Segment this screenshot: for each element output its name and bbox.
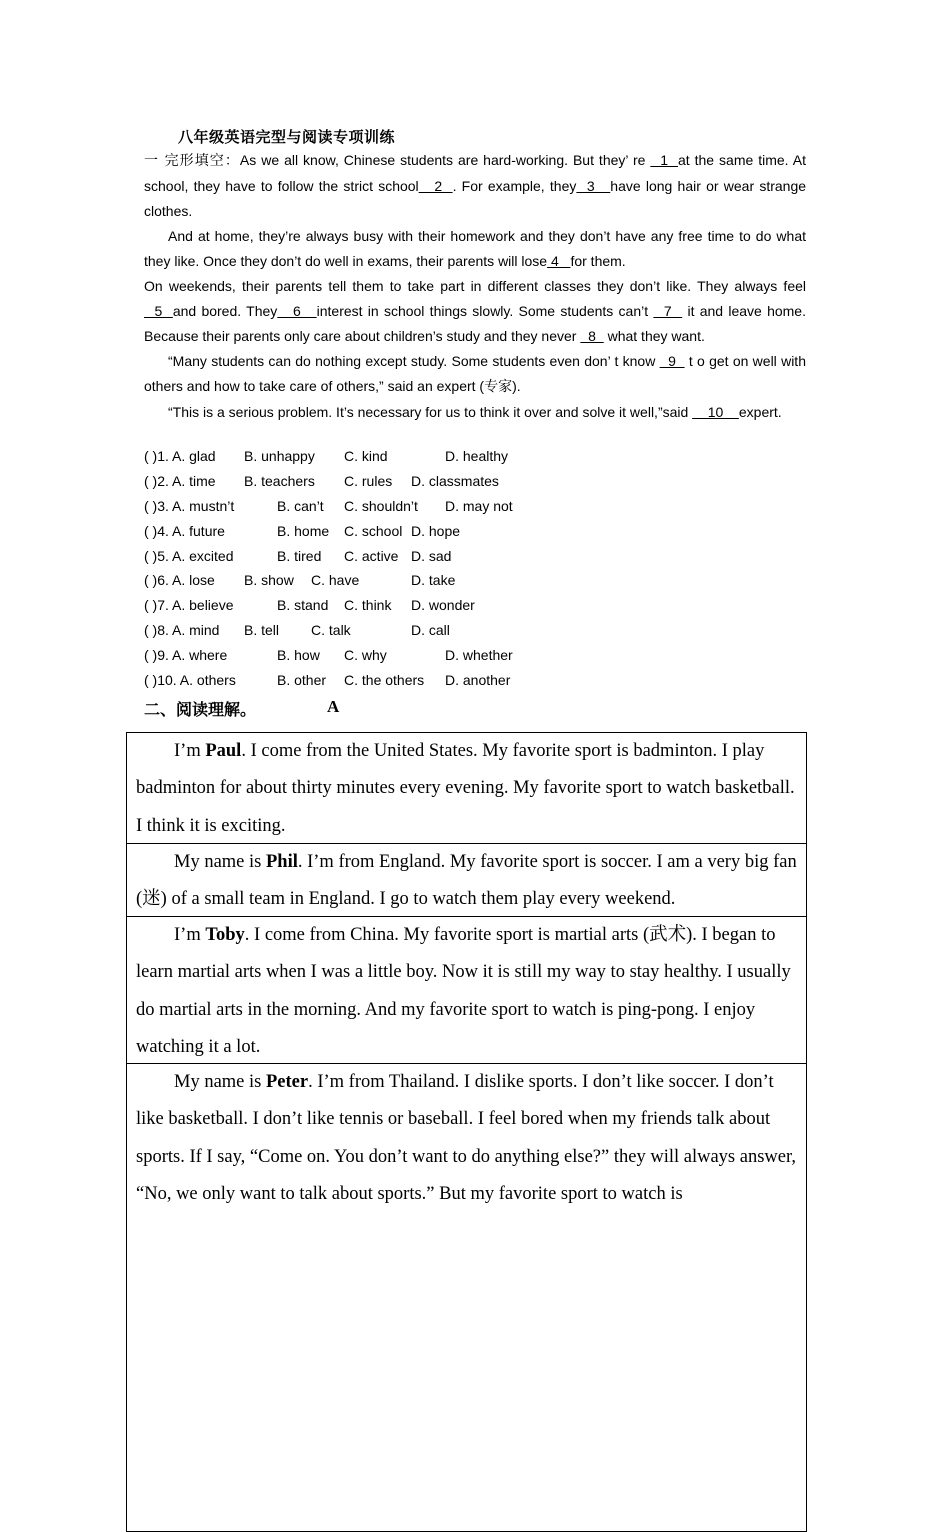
cell-text: . I’m from England. My favorite sport is soccer. I am a very big fan (迷) of a small team in England. I go to watch them play every weekend. xyxy=(136,852,797,910)
option-a: ( )1. A. glad xyxy=(144,448,216,464)
option-d: D. may not xyxy=(445,497,513,514)
option-c: C. the others xyxy=(344,672,425,689)
option-b: B. can’t xyxy=(277,497,324,514)
option-d: D. call xyxy=(411,622,450,639)
option-b: B. how xyxy=(277,647,320,664)
option-d: D. take xyxy=(411,572,456,589)
cell-text: . I’m from Thailand. I dislike sports. I don’t like soccer. I don’t like basketball. I don’t like tennis or baseball. I feel bored when my friends talk about sports. If I say, “Come on. You don’t want to do anything else?” they will always answer, “No, we only want to talk about sports.” But my favorite sport to watch is xyxy=(136,1072,797,1204)
cloze-text: re xyxy=(627,152,651,168)
option-d: D. healthy xyxy=(445,448,509,464)
cloze-text: t o get on well with others and how to take care of others, xyxy=(144,353,806,394)
option-a: ( )10. A. others xyxy=(144,672,236,689)
option-c: C. why xyxy=(344,647,387,664)
option-a: ( )9. A. where xyxy=(144,647,228,664)
option-a: ( )5. A. excited xyxy=(144,547,234,564)
cloze-text: On weekends, their parents tell them to take part in different classes they don’t like. They always feel xyxy=(144,278,806,294)
cloze-text: ” xyxy=(379,378,384,394)
section-letter: A xyxy=(327,697,340,716)
option-c: C. rules xyxy=(344,472,393,489)
option-b: B. unhappy xyxy=(244,448,315,464)
reading-cell-phil xyxy=(127,844,806,917)
option-c: C. school xyxy=(344,522,403,539)
option-b: B. other xyxy=(277,672,327,689)
person-name: Phil xyxy=(265,852,298,872)
blank-8: 8 xyxy=(580,328,604,344)
cloze-passage xyxy=(144,148,806,425)
option-a: ( )2. A. time xyxy=(144,472,216,489)
reading-cell-paul xyxy=(127,733,806,844)
blank-3: 3 xyxy=(576,178,611,194)
cloze-text: and bored. They xyxy=(172,303,278,319)
cloze-text: ’ xyxy=(607,353,611,369)
cloze-text: what they want. xyxy=(603,328,705,344)
option-a: ( )8. A. mind xyxy=(144,622,220,639)
option-b: B. tired xyxy=(277,547,322,564)
cell-text: I’m xyxy=(174,741,206,761)
option-d: D. whether xyxy=(445,647,513,664)
blank-10: 10 xyxy=(692,404,739,420)
cell-text: I’m xyxy=(174,925,206,945)
option-a: ( )6. A. lose xyxy=(144,572,215,589)
option-d: D. sad xyxy=(411,547,452,564)
blank-2: 2 xyxy=(418,178,453,194)
reading-section-heading xyxy=(144,697,340,720)
person-name: Peter xyxy=(265,1072,309,1092)
cloze-text: t know xyxy=(610,353,660,369)
person-name: Toby xyxy=(205,925,245,945)
option-b: B. tell xyxy=(244,622,280,639)
option-b: B. stand xyxy=(277,597,329,614)
reading-cell-peter xyxy=(127,1064,806,1531)
reading-cell-toby xyxy=(127,917,806,1064)
cloze-text: As we all know, Chinese students are hard-working. But they xyxy=(239,152,626,168)
cloze-paragraph-4 xyxy=(144,349,806,400)
cloze-text: And at home, they’re always busy with their homework and they don’t have any free time to do what they like. Once they don’t do well in exams, their parents will lose xyxy=(144,228,806,269)
cloze-text: for them. xyxy=(570,253,626,269)
option-a: ( )3. A. mustn’t xyxy=(144,497,235,514)
option-c: C. have xyxy=(311,572,360,589)
blank-5: 5 xyxy=(144,303,173,319)
cloze-text: said an expert ( xyxy=(383,378,485,394)
option-a: ( )7. A. believe xyxy=(144,597,234,614)
section-label: 二、阅读理解。 xyxy=(144,700,257,719)
cloze-paragraph-1 xyxy=(144,148,806,224)
cloze-text: interest in school things slowly. Some students can’t xyxy=(316,303,654,319)
cell-text: My name is xyxy=(174,1072,266,1092)
cloze-label: 一 完形填空： xyxy=(144,153,240,169)
option-b: B. show xyxy=(244,572,294,589)
person-name: Paul xyxy=(205,741,242,761)
option-c: C. talk xyxy=(311,622,351,639)
cell-text: . I come from the United States. My favorite sport is badminton. I play badminton for about thirty minutes every evening. My favorite sport to watch basketball. I think it is exciting. xyxy=(136,741,795,836)
cell-text: My name is xyxy=(174,852,266,872)
option-d: D. wonder xyxy=(411,597,475,614)
cloze-text: “ xyxy=(168,353,173,369)
cell-text: . I come from China. My favorite sport is martial arts (武术). I began to learn martial arts when I was a little boy. Now it is still my way to stay healthy. I usually do martial arts in the morning. And my favorite sport to watch is ping-pong. I enjoy watching it a lot. xyxy=(136,925,791,1057)
option-c: C. active xyxy=(344,547,399,564)
blank-4: 4 xyxy=(547,253,571,269)
cloze-paragraph-5 xyxy=(144,400,806,425)
cloze-text: expert. xyxy=(738,404,782,420)
cloze-paragraph-3 xyxy=(144,274,806,349)
cloze-text: it and leave home. Because their parents only care about children’s study and they never xyxy=(144,303,806,344)
worksheet-title: 八年级英语完型与阅读专项训练 xyxy=(178,128,396,146)
blank-7: 7 xyxy=(653,303,683,319)
blank-1: 1 xyxy=(650,152,678,168)
cloze-paragraph-2 xyxy=(144,224,806,274)
reading-table xyxy=(126,732,807,1532)
cloze-text: . For example, they xyxy=(452,178,577,194)
option-d: D. hope xyxy=(411,522,461,539)
option-b: B. teachers xyxy=(244,472,315,489)
option-a: ( )4. A. future xyxy=(144,522,225,539)
option-c: C. think xyxy=(344,597,392,614)
cloze-text: ). xyxy=(512,378,521,394)
cloze-text: 专家 xyxy=(484,379,513,395)
option-d: D. classmates xyxy=(411,472,499,489)
blank-6: 6 xyxy=(277,303,317,319)
cloze-text: at the same time. At school, they have to follow the strict school xyxy=(144,152,806,194)
blank-9: 9 xyxy=(659,353,685,369)
cloze-text: Many students can do nothing except study. Some students even don xyxy=(172,353,608,369)
option-c: C. shouldn’t xyxy=(344,497,418,514)
option-d: D. another xyxy=(445,672,511,689)
cloze-text: have long hair or wear strange clothes. xyxy=(144,178,807,219)
cloze-text: “This is a serious problem. It’s necessary for us to think it over and solve it well,”said xyxy=(168,404,693,420)
option-c: C. kind xyxy=(344,448,388,464)
option-b: B. home xyxy=(277,522,330,539)
cloze-text: ’ xyxy=(625,152,628,168)
